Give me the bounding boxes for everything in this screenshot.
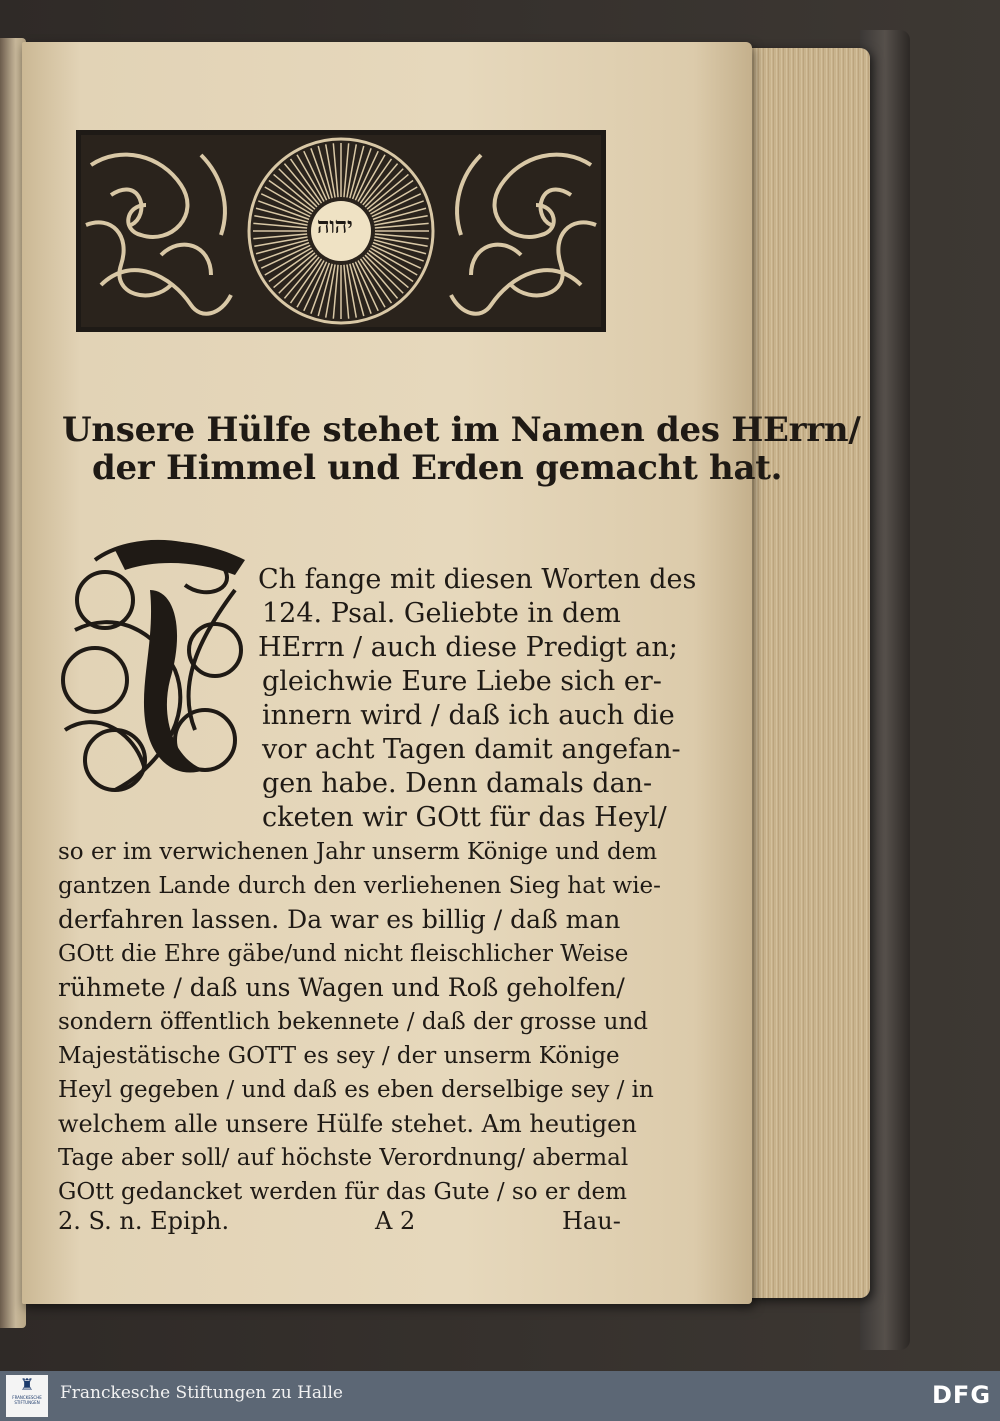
body-line: derfahren lassen. Da war es billig / daß man	[58, 905, 621, 934]
dfg-logo[interactable]: DFG	[932, 1381, 992, 1409]
body-line: welchem alle unsere Hülfe stehet. Am heutigen	[58, 1110, 637, 1138]
tower-icon: ♜	[19, 1375, 35, 1394]
decorated-initial	[55, 530, 255, 812]
body-line: GOtt die Ehre gäbe/und nicht fleischlicher Weise	[58, 941, 629, 967]
body-line: Ch fange mit diesen Worten des	[258, 564, 697, 595]
body-line: rühmete / daß uns Wagen und Roß geholfen/	[58, 973, 625, 1002]
body-line: HErrn / auch diese Predigt an;	[258, 632, 678, 663]
heading-line-1: Unsere Hülfe stehet im Namen des HErrn/	[62, 410, 861, 450]
institution-name[interactable]: Franckesche Stiftungen zu Halle	[60, 1383, 343, 1403]
body-line: 124. Psal. Geliebte in dem	[262, 598, 621, 629]
franckesche-logo[interactable]	[6, 1375, 48, 1417]
body-line: Tage aber soll/ auf höchste Verordnung/ abermal	[58, 1145, 629, 1171]
body-line: sondern öffentlich bekennete / daß der grosse und	[58, 1009, 649, 1035]
heading-line-2: der Himmel und Erden gemacht hat.	[92, 448, 783, 488]
body-line: vor acht Tagen damit angefan-	[262, 734, 681, 765]
footer-signature: 2. S. n. Epiph.	[58, 1207, 230, 1235]
body-line: so er im verwichenen Jahr unserm Könige und dem	[58, 839, 658, 865]
body-line: innern wird / daß ich auch die	[262, 700, 675, 731]
logo-caption: FRANCKESCHE STIFTUNGEN	[12, 1395, 42, 1405]
page-edges	[740, 48, 870, 1298]
initial-flourish	[55, 530, 255, 812]
woodcut-headpiece	[76, 130, 606, 332]
viewer-footer-bar	[0, 1371, 1000, 1421]
body-line: GOtt gedancket werden für das Gute / so er dem	[58, 1179, 627, 1205]
body-line: gleichwie Eure Liebe sich er-	[262, 666, 662, 697]
footer-catchword: Hau-	[562, 1207, 621, 1235]
footer-sheet-mark: A 2	[375, 1207, 416, 1235]
body-line: gen habe. Denn damals dan-	[262, 768, 653, 799]
body-line: gantzen Lande durch den verliehenen Sieg hat wie-	[58, 873, 661, 899]
body-line: Majestätische GOTT es sey / der unserm Könige	[58, 1043, 620, 1069]
headpiece-tetragrammaton: יהוה	[317, 213, 353, 239]
body-line: cketen wir GOtt für das Heyl/	[262, 802, 667, 833]
body-line: Heyl gegeben / und daß es eben derselbige sey / in	[58, 1077, 654, 1103]
